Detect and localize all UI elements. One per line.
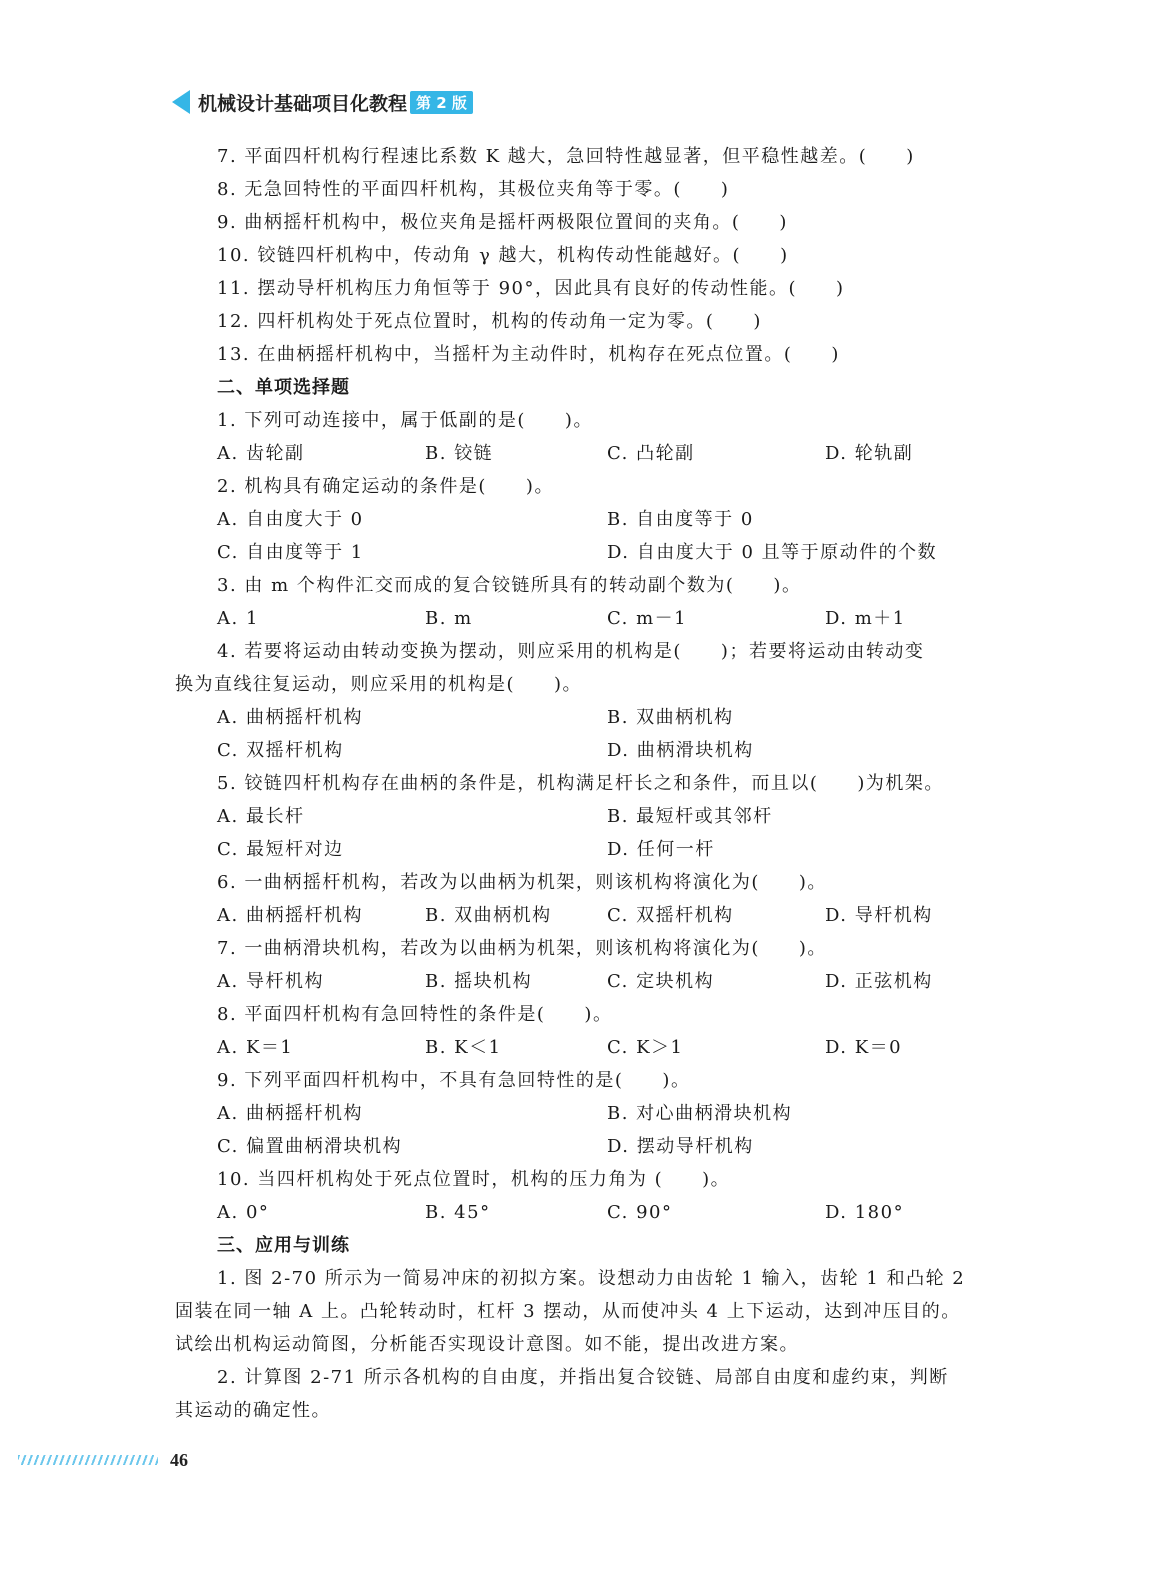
option-a: A. 自由度大于 0 bbox=[217, 509, 364, 530]
option-a: A. 1 bbox=[217, 608, 259, 629]
question-stem: 2. 机构具有确定运动的条件是( )。 bbox=[217, 476, 554, 497]
option-d: D. m＋1 bbox=[825, 608, 906, 629]
question-stem: 10. 当四杆机构处于死点位置时，机构的压力角为 ( )。 bbox=[217, 1169, 731, 1190]
tf-item: 11. 摆动导杆机构压力角恒等于 90°，因此具有良好的传动性能。( ) bbox=[217, 278, 845, 299]
question-stem: 5. 铰链四杆机构存在曲柄的条件是，机构满足杆长之和条件，而且以( )为机架。 bbox=[217, 773, 944, 794]
option-b: B. m bbox=[425, 608, 473, 629]
option-d: D. 导杆机构 bbox=[825, 905, 933, 926]
question-stem: 9. 下列平面四杆机构中，不具有急回特性的是( )。 bbox=[217, 1070, 691, 1091]
section-heading-application: 三、应用与训练 bbox=[217, 1235, 350, 1256]
option-a: A. 曲柄摇杆机构 bbox=[217, 707, 363, 728]
option-row bbox=[175, 899, 1005, 932]
option-c: C. 自由度等于 1 bbox=[217, 542, 364, 563]
option-a: A. 曲柄摇杆机构 bbox=[217, 905, 363, 926]
option-row bbox=[175, 1097, 1005, 1130]
page-number: 46 bbox=[170, 1449, 188, 1470]
option-b: B. 双曲柄机构 bbox=[607, 707, 734, 728]
application-paragraph-line: 2. 计算图 2-71 所示各机构的自由度，并指出复合铰链、局部自由度和虚约束，判断 bbox=[217, 1367, 949, 1388]
option-row bbox=[175, 833, 1005, 866]
option-c: C. 双摇杆机构 bbox=[607, 905, 734, 926]
option-b: B. 自由度等于 0 bbox=[607, 509, 754, 530]
option-d: D. 曲柄滑块机构 bbox=[607, 740, 754, 761]
book-title: 机械设计基础项目化教程 bbox=[198, 92, 408, 115]
option-row bbox=[175, 1130, 1005, 1163]
option-c: C. K＞1 bbox=[607, 1037, 684, 1058]
option-row bbox=[175, 536, 1005, 569]
tf-item: 13. 在曲柄摇杆机构中，当摇杆为主动件时，机构存在死点位置。( ) bbox=[217, 344, 840, 365]
option-c: C. 90° bbox=[607, 1202, 673, 1223]
option-c: C. 偏置曲柄滑块机构 bbox=[217, 1136, 403, 1157]
header-triangle-icon bbox=[172, 90, 190, 114]
option-a: A. 齿轮副 bbox=[217, 443, 305, 464]
question-stem: 1. 下列可动连接中，属于低副的是( )。 bbox=[217, 410, 593, 431]
tf-item: 7. 平面四杆机构行程速比系数 K 越大，急回特性越显著，但平稳性越差。( ) bbox=[217, 146, 915, 167]
option-d: D. 任何一杆 bbox=[607, 839, 715, 860]
option-row bbox=[175, 602, 1005, 635]
option-d: D. 轮轨副 bbox=[825, 443, 914, 464]
option-c: C. 双摇杆机构 bbox=[217, 740, 344, 761]
tf-item: 10. 铰链四杆机构中，传动角 γ 越大，机构传动性能越好。( ) bbox=[217, 245, 789, 266]
tf-item: 9. 曲柄摇杆机构中，极位夹角是摇杆两极限位置间的夹角。( ) bbox=[217, 212, 788, 233]
option-a: A. 最长杆 bbox=[217, 806, 305, 827]
question-stem-cont: 换为直线往复运动，则应采用的机构是( )。 bbox=[175, 674, 583, 695]
option-row bbox=[175, 800, 1005, 833]
option-c: C. 定块机构 bbox=[607, 971, 715, 992]
option-row bbox=[175, 734, 1005, 767]
option-b: B. K＜1 bbox=[425, 1037, 502, 1058]
option-d: D. K＝0 bbox=[825, 1037, 903, 1058]
option-d: D. 自由度大于 0 且等于原动件的个数 bbox=[607, 542, 938, 563]
option-row bbox=[175, 503, 1005, 536]
option-d: D. 摆动导杆机构 bbox=[607, 1136, 754, 1157]
option-b: B. 最短杆或其邻杆 bbox=[607, 806, 773, 827]
option-c: C. m－1 bbox=[607, 608, 688, 629]
option-a: A. 曲柄摇杆机构 bbox=[217, 1103, 363, 1124]
footer-stripes-decoration bbox=[18, 1455, 158, 1465]
question-stem: 3. 由 m 个构件汇交而成的复合铰链所具有的转动副个数为( )。 bbox=[217, 575, 802, 596]
application-paragraph-line: 试绘出机构运动简图，分析能否实现设计意图。如不能，提出改进方案。 bbox=[175, 1334, 799, 1355]
option-row bbox=[175, 1196, 1005, 1229]
option-d: D. 180° bbox=[825, 1202, 905, 1223]
page-footer bbox=[18, 1450, 188, 1470]
option-b: B. 对心曲柄滑块机构 bbox=[607, 1103, 793, 1124]
tf-item: 8. 无急回特性的平面四杆机构，其极位夹角等于零。( ) bbox=[217, 179, 730, 200]
option-d: D. 正弦机构 bbox=[825, 971, 933, 992]
option-b: B. 铰链 bbox=[425, 443, 494, 464]
question-stem: 7. 一曲柄滑块机构，若改为以曲柄为机架，则该机构将演化为( )。 bbox=[217, 938, 827, 959]
page-content bbox=[175, 140, 1005, 1427]
option-b: B. 摇块机构 bbox=[425, 971, 533, 992]
option-a: A. 0° bbox=[217, 1202, 270, 1223]
option-c: C. 最短杆对边 bbox=[217, 839, 344, 860]
tf-item: 12. 四杆机构处于死点位置时，机构的传动角一定为零。( ) bbox=[217, 311, 762, 332]
application-paragraph-line: 1. 图 2-70 所示为一简易冲床的初拟方案。设想动力由齿轮 1 输入，齿轮 1 和凸轮 2 bbox=[217, 1268, 966, 1289]
application-paragraph-line: 其运动的确定性。 bbox=[175, 1400, 331, 1421]
edition-badge: 第 2 版 bbox=[410, 91, 473, 114]
option-b: B. 45° bbox=[425, 1202, 491, 1223]
question-stem: 8. 平面四杆机构有急回特性的条件是( )。 bbox=[217, 1004, 613, 1025]
option-a: A. 导杆机构 bbox=[217, 971, 324, 992]
option-row bbox=[175, 437, 1005, 470]
option-row bbox=[175, 1031, 1005, 1064]
question-stem: 4. 若要将运动由转动变换为摆动，则应采用的机构是( )；若要将运动由转动变 bbox=[217, 641, 925, 662]
option-b: B. 双曲柄机构 bbox=[425, 905, 552, 926]
running-header bbox=[172, 88, 473, 116]
option-c: C. 凸轮副 bbox=[607, 443, 695, 464]
application-paragraph-line: 固装在同一轴 A 上。凸轮转动时，杠杆 3 摆动，从而使冲头 4 上下运动，达到冲压目的。 bbox=[175, 1301, 961, 1322]
section-heading-choice: 二、单项选择题 bbox=[217, 377, 350, 398]
question-stem: 6. 一曲柄摇杆机构，若改为以曲柄为机架，则该机构将演化为( )。 bbox=[217, 872, 827, 893]
option-row bbox=[175, 701, 1005, 734]
option-row bbox=[175, 965, 1005, 998]
option-a: A. K＝1 bbox=[217, 1037, 294, 1058]
